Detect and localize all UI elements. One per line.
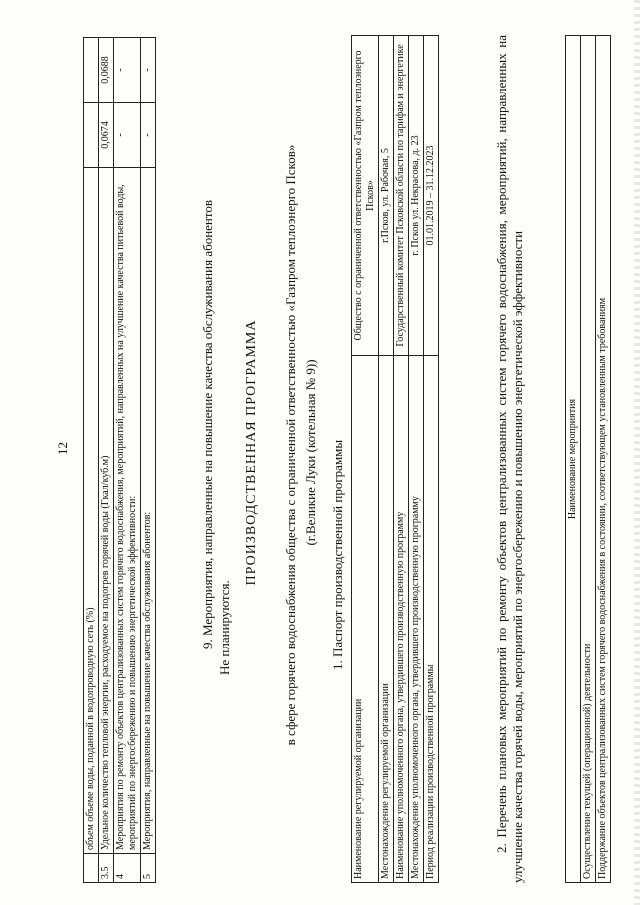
table-row: Осуществление текущей (операционной) деятельности <box>581 36 596 883</box>
measures-header: Наименование мероприятия <box>566 36 581 883</box>
page-number: 12 <box>55 442 70 455</box>
page-title: ПРОИЗВОДСТВЕННАЯ ПРОГРАММА <box>244 319 259 586</box>
indicators-table <box>83 37 156 883</box>
table-row: Период реализации производственной программы 01.01.2019 – 31.12.2023 <box>424 36 439 883</box>
passport-table <box>351 35 439 883</box>
table-row: 5 Мероприятия, направленные на повышение качества обслуживания абонентов: - - <box>141 38 156 883</box>
program-subtitle: в сфере горячего водоснабжения общества с ограниченной ответственностью «Газпром теплоэнерго Псков» <box>283 144 298 746</box>
table-row: Поддержание объектов централизованных систем горячего водоснабжения в состоянии, соответствующем установленным требованиям <box>596 36 611 883</box>
measures-table <box>565 35 611 883</box>
table-row: Местонахождение регулируемой организации г.Псков, ул. Рабочая, 5 <box>379 36 394 883</box>
passport-heading: 1. Паспорт производственной программы <box>330 439 345 670</box>
table-row <box>566 36 581 883</box>
table-row: Наименование уполномоченного органа, утвердившего производственную программу Государственный комитет Псковской области по тарифам и энергетике <box>394 36 409 883</box>
program-subtitle-2: (г.Великие Луки (котельная № 9)) <box>303 359 318 546</box>
table-row: Наименование регулируемой организации Общество с ограниченной ответственностью «Газпром теплоэнерго Псков» <box>352 36 379 883</box>
section-9-text: Не планируются. <box>217 580 232 675</box>
table-row: объем объеме воды, поданной в водопроводную сеть (%) <box>84 38 99 883</box>
table-row: 3.5 Удельное количество тепловой энергии, расходуемое на подогрев горячей воды (Гкал/куб.м) 0,0674 0,0688 <box>99 38 114 883</box>
table-row: 4 Мероприятия по ремонту объектов централизованных систем горячего водоснабжения, мероприятий, направленных на улучшение качества питьевой воды, мероприятий по энергосбережению и повышению энергетической эффективности: - - <box>114 38 141 883</box>
section-2-paragraph: 2. Перечень плановых мероприятий по ремонту объектов централизованных систем горячего водоснабжения, мероприятий, направленных на улучшение качества горячей воды, мероприятий по энергосбережению и повышению энергетической эффективности <box>494 35 525 883</box>
table-row: Местонахождение уполномоченного органа, утвердившего производственную программу г. Псков ул. Некрасова, д. 23 <box>409 36 424 883</box>
section-9-heading: 9. Мероприятия, направленные на повышение качества обслуживания абонентов <box>200 199 215 649</box>
